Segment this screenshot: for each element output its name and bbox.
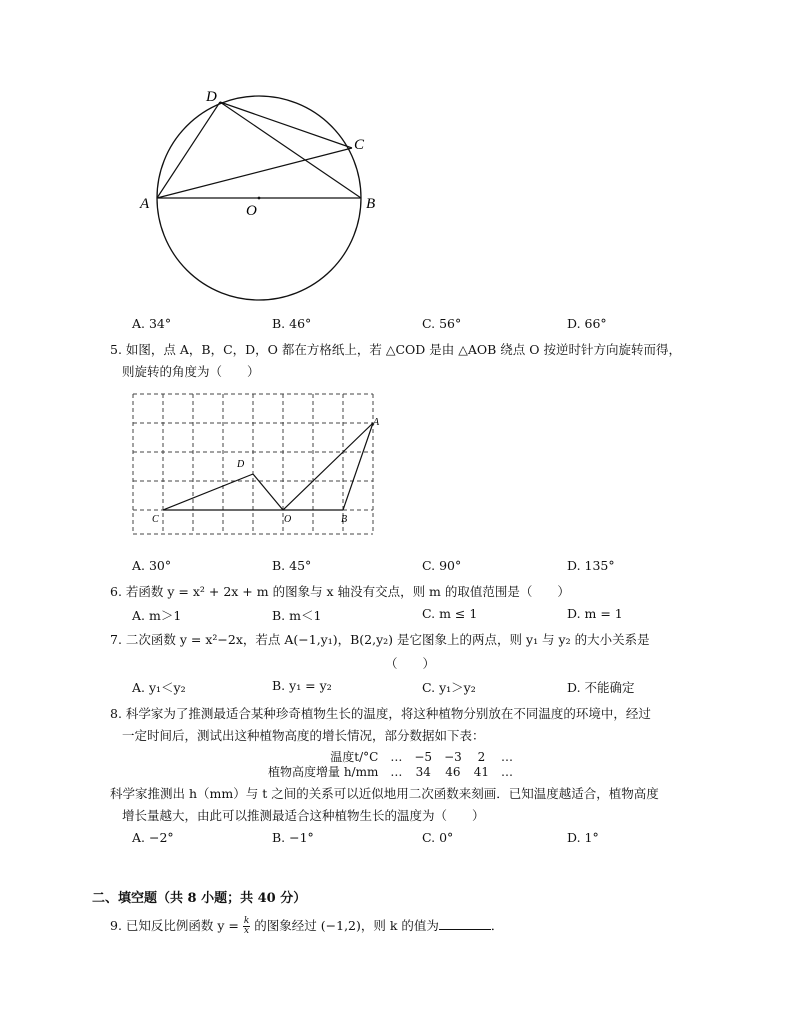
q7-paren: （ ） <box>385 656 436 671</box>
q6-option-c-text: C. m ≤ 1 <box>422 606 478 621</box>
table-cell: 2 <box>477 750 486 764</box>
q8-option-a[interactable] <box>132 830 174 845</box>
q7-option-a-text: A. y₁＜y₂ <box>132 680 186 695</box>
q9-answer-blank[interactable] <box>439 917 491 930</box>
grid-label-o: O <box>284 514 292 525</box>
q7-option-b[interactable] <box>272 678 332 693</box>
q5-option-a-text: A. 30° <box>132 558 172 573</box>
q7-option-c-text: C. y₁＞y₂ <box>422 680 476 695</box>
grid-label-c: C <box>152 514 159 525</box>
table-cell: −5 <box>414 750 433 764</box>
q6-text: 6. 若函数 y = x² + 2x + m 的图象与 x 轴没有交点，则 m 的取值范围是（ ） <box>110 584 570 599</box>
segment-ac <box>157 148 352 198</box>
table-cell: 41 <box>473 765 490 779</box>
q8-option-c[interactable] <box>422 830 453 845</box>
label-c: C <box>354 137 365 153</box>
q5-option-b[interactable] <box>272 558 311 573</box>
q9-text-before: 9. 已知反比例函数 y = <box>110 918 243 933</box>
segment-ab <box>343 423 373 510</box>
grid-label-a: A <box>373 417 380 428</box>
q6-option-b[interactable] <box>272 606 321 624</box>
q6-option-d[interactable] <box>567 606 623 621</box>
q8-data-table <box>262 750 519 780</box>
q5-text-line1: 5. 如图，点 A，B，C，D，O 都在方格纸上，若 △COD 是由 △AOB 绕点 O 按逆时针方向旋转而得， <box>110 342 682 357</box>
center-point <box>258 197 261 200</box>
q5-option-d-text: D. 135° <box>567 558 615 573</box>
q7-option-b-text: B. y₁ = y₂ <box>272 678 332 693</box>
segment-do <box>253 474 283 510</box>
q4-option-a[interactable] <box>132 316 171 331</box>
circle-figure <box>130 80 390 310</box>
q5-option-a[interactable] <box>132 558 171 573</box>
table-cell: … <box>501 765 514 779</box>
q5-option-b-text: B. 45° <box>272 558 312 573</box>
q8-option-d[interactable] <box>567 830 599 845</box>
table-cell: 34 <box>415 765 431 779</box>
q4-option-c-text: C. 56° <box>422 316 462 331</box>
q4-option-b[interactable] <box>272 316 311 331</box>
table-cell: 植物高度增量 h/mm <box>268 765 379 779</box>
label-a: A <box>140 196 150 212</box>
label-d: D <box>206 89 217 105</box>
q5-text-line2: 则旋转的角度为（ ） <box>122 364 260 379</box>
q6-option-b-text: B. m＜1 <box>272 608 322 623</box>
q7-option-d[interactable] <box>567 678 635 696</box>
q5-option-d[interactable] <box>567 558 615 573</box>
q6-option-a-text: A. m＞1 <box>132 608 182 623</box>
q6-option-d-text: D. m = 1 <box>567 606 623 621</box>
q9-fraction-numerator: k <box>243 916 250 926</box>
q7-option-d-text: D. 不能确定 <box>567 680 635 695</box>
q4-option-d-text: D. 66° <box>567 316 607 331</box>
q6-option-a[interactable] <box>132 606 181 624</box>
table-cell: … <box>501 750 514 764</box>
segment-dc <box>220 102 352 148</box>
segment-oa <box>283 423 373 510</box>
q6-option-c[interactable] <box>422 606 477 621</box>
q8-option-a-text: A. −2° <box>132 830 174 845</box>
table-cell: 温度t/°C <box>330 750 379 764</box>
label-o: O <box>246 203 257 219</box>
table-cell: … <box>390 765 403 779</box>
q4-option-b-text: B. 46° <box>272 316 312 331</box>
grid-label-b: B <box>341 514 348 525</box>
q5-option-c[interactable] <box>422 558 461 573</box>
table-cell: 46 <box>445 765 461 779</box>
table-row <box>262 765 519 780</box>
q9-fraction-denominator: x <box>244 926 250 936</box>
q8-option-c-text: C. 0° <box>422 830 454 845</box>
q8-option-b[interactable] <box>272 830 314 845</box>
segment-ad <box>157 102 220 198</box>
grid-figure <box>130 390 380 535</box>
q4-option-a-text: A. 34° <box>132 316 172 331</box>
q7-option-c[interactable] <box>422 678 476 696</box>
grid-label-d: D <box>237 459 245 470</box>
table-cell: −3 <box>444 750 462 764</box>
q7-option-a[interactable] <box>132 678 186 696</box>
q4-option-c[interactable] <box>422 316 461 331</box>
segment-db <box>220 102 361 198</box>
q9-text <box>110 916 503 936</box>
q8-option-d-text: D. 1° <box>567 830 599 845</box>
table-row <box>262 750 519 765</box>
q8-option-b-text: B. −1° <box>272 830 314 845</box>
q8-text-line1: 8. 科学家为了推测最适合某种珍奇植物生长的温度，将这种植物分别放在不同温度的环境中，经过 <box>110 706 651 721</box>
table-cell: … <box>390 750 403 764</box>
q8-text-line4: 增长量越大，由此可以推测最适合这种植物生长的温度为（ ） <box>122 808 485 823</box>
section-title: 二、填空题（共 8 小题；共 40 分） <box>92 891 307 906</box>
q7-text: 7. 二次函数 y = x²−2x，若点 A(−1,y₁)，B(2,y₂) 是它图象上的两点，则 y₁ 与 y₂ 的大小关系是 <box>110 632 650 647</box>
q4-option-d[interactable] <box>567 316 607 331</box>
q9-text-after: 的图象经过 (−1,2)，则 k 的值为 <box>250 918 439 933</box>
q9-text-end: ． <box>490 918 504 933</box>
segment-cd <box>163 474 253 510</box>
q8-text-line3: 科学家推测出 h（mm）与 t 之间的关系可以近似地用二次函数来刻画．已知温度越适合，植物高度 <box>110 786 659 801</box>
q8-text-line2: 一定时间后，测试出这种植物高度的增长情况，部分数据如下表： <box>122 728 485 743</box>
label-b: B <box>366 196 376 212</box>
q5-option-c-text: C. 90° <box>422 558 462 573</box>
